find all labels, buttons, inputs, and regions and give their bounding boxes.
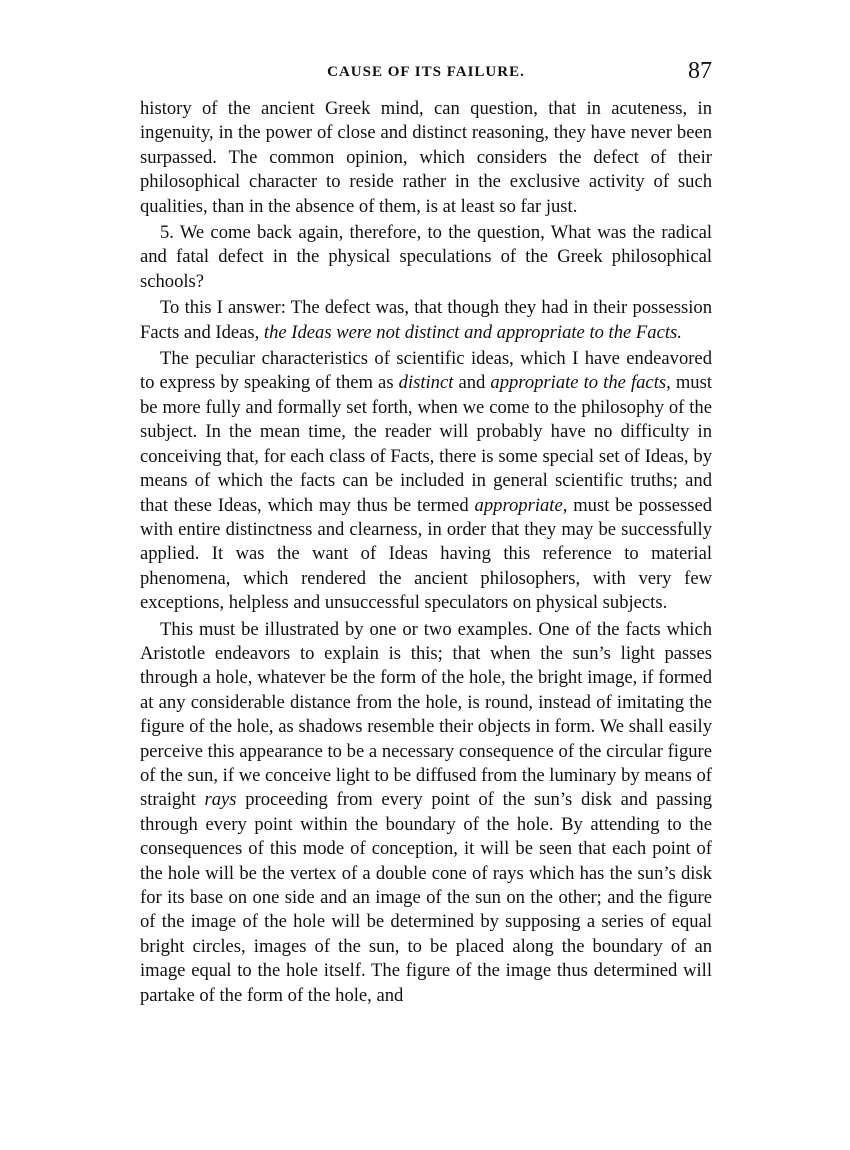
italic-text: appropriate, (474, 494, 568, 516)
text-segment: must be possessed with entire distinctness and clearness, in order that they may be successfully applied. It was the want of Ideas having this reference to material phenomena, which rendered the ancient philosophers, with very few exceptions, helpless and unsuccessful speculators on physical subjects. (140, 494, 713, 614)
paragraph (140, 347, 712, 615)
italic-text: distinct (398, 372, 454, 394)
italic-text: rays (204, 789, 237, 811)
running-head (140, 58, 712, 88)
text-segment: To this I answer: The defect was, that though they had in their possession Facts and Ideas, (140, 297, 712, 343)
text-segment: The peculiar characteristics of scientific ideas, which I have endeavored to express by speaking of them as (140, 348, 712, 394)
italic-text: the Ideas were not distinct and appropriate to the Facts. (263, 321, 682, 343)
text-segment: history of the ancient Greek mind, can question, that in acuteness, in ingenuity, in the power of close and distinct reasoning, they have never been surpassed. The common opinion, which considers the defect of their philosophical character to reside rather in the exclusive activity of such qualities, than in the absence of them, is at least so far just. (140, 98, 712, 217)
body-text (140, 97, 712, 1008)
text-segment: 5. We come back again, therefore, to the question, What was the radical and fatal defect in the physical speculations of the Greek philosophical schools? (140, 222, 712, 292)
page-number: 87 (688, 58, 712, 84)
italic-text: appropriate to the facts, (490, 372, 671, 394)
text-segment: and (453, 372, 491, 394)
paragraph (140, 97, 712, 219)
running-title: CAUSE OF ITS FAILURE. (327, 64, 525, 80)
paragraph (140, 618, 712, 1009)
paragraph (140, 296, 712, 345)
text-segment: This must be illustrated by one or two examples. One of the facts which Aristotle endeavors to explain is this; that when the sun’s light passes through a hole, whatever be the form of the hole, the bright image, if formed at any considerable distance from the hole, is round, instead of imitating the figure of the hole, as shadows resemble their objects in form. We shall easily perceive this appearance to be a necessary consequence of the circular figure of the sun, if we conceive light to be diffused from the luminary by means of straight (140, 618, 712, 811)
text-segment: must be more fully and formally set forth, when we come to the philosophy of the subject. In the mean time, the reader will probably have no difficulty in conceiving that, for each class of Facts, there is some special set of Ideas, by means of which the facts can be included in general scientific truths; and that these Ideas, which may thus be termed (140, 372, 712, 516)
text-segment: proceeding from every point of the sun’s disk and passing through every point within the boundary of the hole. By attending to the consequences of this mode of conception, it will be seen that each point of the hole will be the vertex of a double cone of rays which has the sun’s disk for its base on one side and an image of the sun on the other; and the figure of the image of the hole will be determined by supposing a series of equal bright circles, images of the sun, to be placed along the boundary of an image equal to the hole itself. The figure of the image thus determined will partake of the form of the hole, and (140, 789, 712, 1006)
paragraph (140, 221, 712, 294)
